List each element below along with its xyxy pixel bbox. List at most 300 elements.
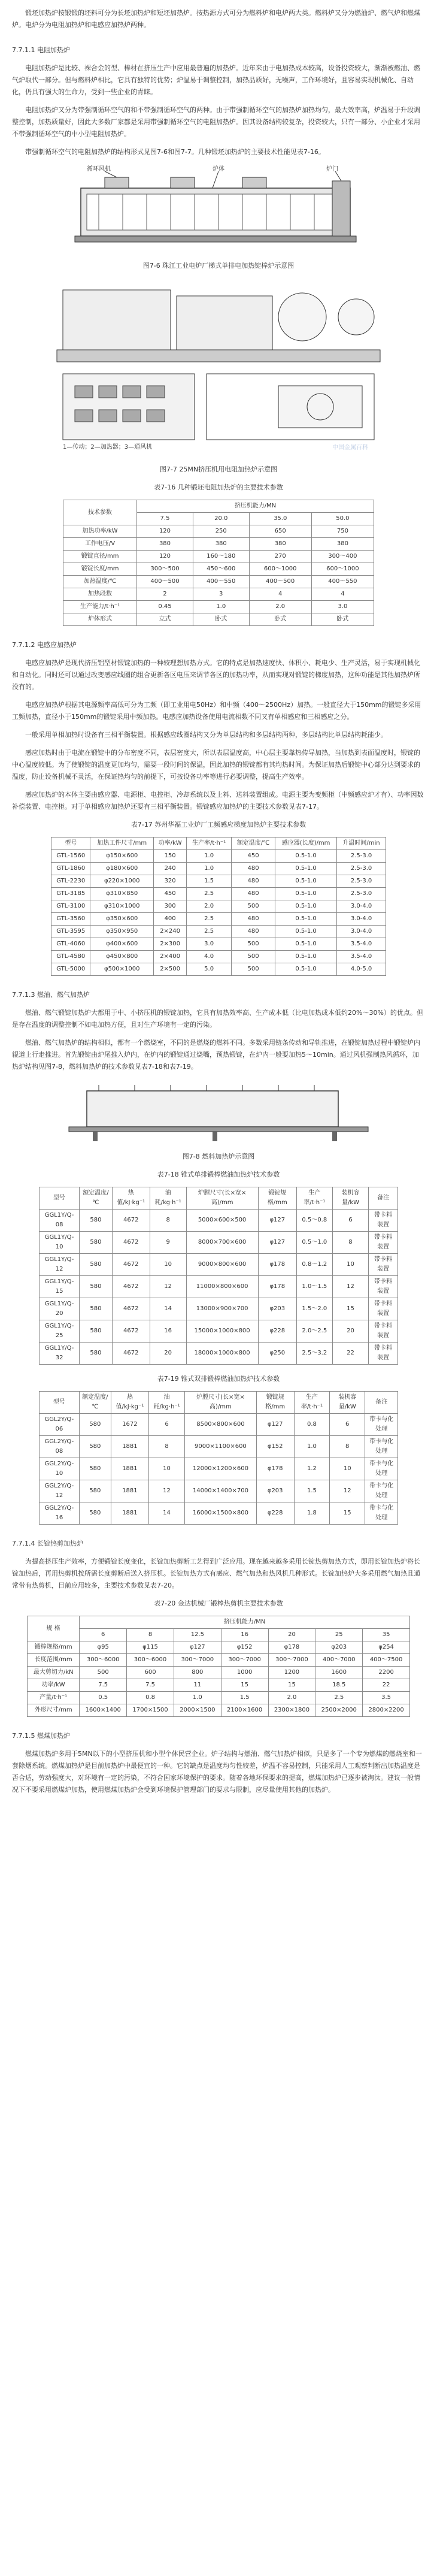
table-cell: 1000 bbox=[221, 1667, 268, 1679]
table-cell: 卧式 bbox=[249, 613, 311, 626]
table-cell: 带卡料装置 bbox=[369, 1298, 398, 1320]
t20-header-group: 挤压机能力/MN bbox=[80, 1616, 410, 1629]
table-cell: GGL1Y/Q-32 bbox=[40, 1343, 80, 1365]
table-cell: 0.8 bbox=[127, 1692, 174, 1704]
table-cell: φ203 bbox=[315, 1641, 363, 1654]
table-cell: 0.5-1.0 bbox=[275, 963, 337, 976]
table-cell: 9000×1100×600 bbox=[185, 1436, 256, 1458]
table-cell: 500 bbox=[80, 1667, 127, 1679]
table-cell: GGL1Y/Q-08 bbox=[40, 1210, 80, 1232]
table-cell: 4672 bbox=[112, 1298, 150, 1320]
table-cell: 1.2 bbox=[294, 1458, 329, 1480]
table-cell: 1.0 bbox=[187, 850, 232, 863]
table-cell: 3.5-4.0 bbox=[337, 951, 386, 963]
table-cell: 20 bbox=[332, 1320, 368, 1343]
t20-col: 16 bbox=[221, 1629, 268, 1641]
table-cell: 600 bbox=[127, 1667, 174, 1679]
table-cell: 3.0-4.0 bbox=[337, 926, 386, 938]
table-cell: 650 bbox=[249, 525, 311, 538]
table-cell: GGL2Y/Q-06 bbox=[40, 1414, 80, 1436]
section-heading-oil-gas: 7.7.1.3 燃油、燃气加热炉 bbox=[12, 991, 90, 999]
figure-7-7-caption: 图7-7 25MN挤压机用电阻加热炉示意图 bbox=[159, 465, 278, 473]
table-cell: 15 bbox=[221, 1679, 268, 1692]
coal-paragraph-1: 燃煤加热炉多用于5MN以下的小型挤压机和小型个体民营企业。炉子结构与燃油、燃气加热炉相似，只是多了一个专为燃煤的燃烧室和一套除烟系统。燃煤加热炉是目前加热炉中最便宜的一种。它的缺点是温度均匀性较差，炉温不容易控制，只能采用人工观察判断出加热温度是否合适，劳动强度大，对环境有一定的污染，不符合国家环境保护的要求。随着各地环保要求的提高，燃煤加热炉已逐步被淘汰。建议一般情况下不要采用燃煤炉加热，使用燃煤加热炉会受到环境保护管理部门的要求与限制，应尽量使用其他的加热炉。 bbox=[12, 1750, 422, 1794]
table-cell: 8 bbox=[148, 1436, 184, 1458]
table-cell: 5000×600×500 bbox=[186, 1210, 258, 1232]
table-cell: φ310×850 bbox=[90, 888, 154, 900]
table-cell: 300～500 bbox=[137, 563, 193, 576]
table-cell: 4672 bbox=[112, 1320, 150, 1343]
table-cell: φ310×1000 bbox=[90, 900, 154, 913]
table-cell: 4672 bbox=[112, 1343, 150, 1365]
table-cell: 带卡料装置 bbox=[369, 1343, 398, 1365]
table-cell: 2×400 bbox=[154, 951, 187, 963]
table-cell: 8 bbox=[332, 1232, 368, 1254]
table-cell: GTL-5000 bbox=[51, 963, 90, 976]
row-label: 锻锭直径/mm bbox=[63, 551, 137, 563]
t16-col: 50.0 bbox=[311, 513, 374, 525]
table-cell: 2.5 bbox=[315, 1692, 363, 1704]
table-row bbox=[28, 1654, 410, 1667]
table-cell: φ350×600 bbox=[90, 913, 154, 926]
table-header: 油耗/kg·h⁻¹ bbox=[148, 1392, 184, 1414]
table-cell: φ152 bbox=[221, 1641, 268, 1654]
table-cell: 1.8 bbox=[294, 1502, 329, 1525]
table-cell: 120 bbox=[137, 525, 193, 538]
table-cell: GGL2Y/Q-10 bbox=[40, 1458, 80, 1480]
table-cell: 2500×2000 bbox=[315, 1704, 363, 1717]
table-row bbox=[51, 938, 386, 951]
table-cell: GTL-1560 bbox=[51, 850, 90, 863]
table-cell: 8500×800×600 bbox=[185, 1414, 256, 1436]
table-cell: 1.5 bbox=[221, 1692, 268, 1704]
table-cell: GTL-3185 bbox=[51, 888, 90, 900]
furnace-diagram-7-7 bbox=[51, 278, 386, 452]
table-cell: 2.5-3.0 bbox=[337, 863, 386, 875]
figure-7-8-caption: 图7-8 燃料加热炉示意图 bbox=[182, 1153, 255, 1160]
table-header: 锻锭规格/mm bbox=[256, 1392, 294, 1414]
table-cell: 600～1000 bbox=[311, 563, 374, 576]
table-cell: 1672 bbox=[111, 1414, 149, 1436]
table-header: 型号 bbox=[51, 837, 90, 850]
induction-paragraph-5: 感应加热炉的本体主要由感应器、电源柜、电控柜、冷却系统以及上料、送料装置组成。电源主要为变频柜（中频感应炉才有）、功率因数补偿装置、电控柜。对于单相感应加热炉还要有三相平衡装置。锻锭感应加热炉的主要技术参数见表7-17。 bbox=[12, 791, 424, 811]
row-label: 加热段数 bbox=[63, 588, 137, 601]
table-header: 感应器(长度)/mm bbox=[275, 837, 337, 850]
table-cell: 4.0 bbox=[187, 951, 232, 963]
resistance-paragraph-2: 电阻加热炉又分为带强制循环空气的和不带强制循环空气的两种。由于带强制循环空气的加热炉加热均匀，最大效率高，炉温易于升段调整控制，加热质量好，因此大多数厂家都是采用带强制循环空气的电阻加热炉。因其设备结构较复杂，投资较大，只有一部分、小企业才采用不带强制循环空气的中小型电阻加热炉。 bbox=[12, 106, 420, 138]
row-label: 锻棒规格/mm bbox=[28, 1641, 80, 1654]
table-header: 油耗/kg·h⁻¹ bbox=[150, 1187, 186, 1210]
table-header: 炉膛尺寸(长×宽×高)/mm bbox=[185, 1392, 256, 1414]
table-cell: 3.0-4.0 bbox=[337, 913, 386, 926]
table-cell: 7.5 bbox=[127, 1679, 174, 1692]
table-cell: 卧式 bbox=[311, 613, 374, 626]
figure-7-6 bbox=[63, 164, 374, 254]
table-cell: 580 bbox=[79, 1414, 111, 1436]
table-cell: 380 bbox=[137, 538, 193, 551]
table-row bbox=[51, 888, 386, 900]
table-cell: 580 bbox=[79, 1480, 111, 1502]
table-cell: 300～7000 bbox=[221, 1654, 268, 1667]
table-cell: GGL2Y/Q-16 bbox=[40, 1502, 80, 1525]
table-cell: 480 bbox=[232, 875, 275, 888]
table-cell: 15 bbox=[330, 1502, 365, 1525]
table-cell: 2300×1800 bbox=[268, 1704, 315, 1717]
table-cell: φ450×800 bbox=[90, 951, 154, 963]
table-cell: φ178 bbox=[256, 1458, 294, 1480]
table-cell: 2.5-3.0 bbox=[337, 875, 386, 888]
table-cell: 500 bbox=[232, 963, 275, 976]
row-label: 产量/t·h⁻¹ bbox=[28, 1692, 80, 1704]
table-cell: 带卡料装置 bbox=[369, 1254, 398, 1276]
table-cell: 4 bbox=[311, 588, 374, 601]
table-row bbox=[63, 601, 374, 613]
furnace-diagram-7-6 bbox=[63, 164, 374, 254]
table-cell: 580 bbox=[79, 1502, 111, 1525]
table-cell: 3.0 bbox=[311, 601, 374, 613]
table-row bbox=[63, 538, 374, 551]
table-cell: 480 bbox=[232, 913, 275, 926]
table-row bbox=[40, 1502, 398, 1525]
table-cell: 0.8～1.2 bbox=[296, 1254, 332, 1276]
table-cell: 9 bbox=[150, 1232, 186, 1254]
table-cell: 1.5 bbox=[187, 875, 232, 888]
table-cell: 160～180 bbox=[193, 551, 249, 563]
table-cell: 1881 bbox=[111, 1502, 149, 1525]
table-cell: φ254 bbox=[363, 1641, 410, 1654]
table-cell: 13000×900×700 bbox=[186, 1298, 258, 1320]
table-row bbox=[28, 1641, 410, 1654]
t20-col: 35 bbox=[363, 1629, 410, 1641]
t16-col: 20.0 bbox=[193, 513, 249, 525]
table-header: 热值/kJ·kg⁻¹ bbox=[111, 1392, 149, 1414]
table-cell: φ500×1000 bbox=[90, 963, 154, 976]
table-cell: 480 bbox=[232, 888, 275, 900]
table-row bbox=[28, 1679, 410, 1692]
table-cell: 580 bbox=[80, 1298, 113, 1320]
table-cell: 580 bbox=[79, 1436, 111, 1458]
table-row bbox=[63, 588, 374, 601]
label-furnace-body: 炉体 bbox=[213, 166, 224, 173]
figure-7-6-caption: 图7-6 珠江工业电炉厂梯式单排电加热锭棒炉示意图 bbox=[142, 262, 295, 270]
table-cell: 0.5-1.0 bbox=[275, 913, 337, 926]
table-cell: 20 bbox=[150, 1343, 186, 1365]
table-cell: 450～600 bbox=[193, 563, 249, 576]
row-label: 加热功率/kW bbox=[63, 525, 137, 538]
table-cell: 0.5-1.0 bbox=[275, 951, 337, 963]
table-7-18-title: 表7-18 锥式单排锻棒燃油加热炉技术参数 bbox=[157, 1171, 280, 1178]
table-7-20-title: 表7-20 金达机械厂锻棒热剪机主要技术参数 bbox=[154, 1600, 283, 1607]
table-cell: 2.0 bbox=[249, 601, 311, 613]
table-row bbox=[40, 1232, 398, 1254]
table-cell: 2 bbox=[137, 588, 193, 601]
table-7-20 bbox=[27, 1616, 410, 1717]
watermark-text: 中国金属百科 bbox=[332, 445, 368, 451]
table-cell: 580 bbox=[80, 1276, 113, 1298]
table-cell: 580 bbox=[80, 1343, 113, 1365]
row-label: 最大剪切力/kN bbox=[28, 1667, 80, 1679]
table-cell: 450 bbox=[154, 888, 187, 900]
table-cell: 0.5-1.0 bbox=[275, 900, 337, 913]
table-row bbox=[51, 875, 386, 888]
table-row bbox=[63, 576, 374, 588]
table-header: 生产率/t·h⁻¹ bbox=[296, 1187, 332, 1210]
table-cell: 380 bbox=[311, 538, 374, 551]
table-cell: 11000×800×600 bbox=[186, 1276, 258, 1298]
table-cell: 380 bbox=[249, 538, 311, 551]
table-cell: 15000×1000×800 bbox=[186, 1320, 258, 1343]
t20-col: 12.5 bbox=[174, 1629, 221, 1641]
table-cell: GGL2Y/Q-08 bbox=[40, 1436, 80, 1458]
table-header: 额定温度/℃ bbox=[79, 1392, 111, 1414]
furnace-diagram-7-8 bbox=[63, 1079, 374, 1145]
row-label: 炉体形式 bbox=[63, 613, 137, 626]
table-row bbox=[63, 613, 374, 626]
table-header: 装机容量/kW bbox=[330, 1392, 365, 1414]
table-row bbox=[63, 525, 374, 538]
table-header: 备注 bbox=[369, 1187, 398, 1210]
table-cell: 380 bbox=[193, 538, 249, 551]
table-cell: 14 bbox=[148, 1502, 184, 1525]
table-cell: 300～7000 bbox=[174, 1654, 221, 1667]
table-cell: 带卡与化处理 bbox=[365, 1436, 398, 1458]
table-cell: φ220×1000 bbox=[90, 875, 154, 888]
table-cell: 2.5-3.0 bbox=[337, 888, 386, 900]
table-cell: 3.0-4.0 bbox=[337, 900, 386, 913]
table-cell: 2.5 bbox=[187, 913, 232, 926]
table-row bbox=[63, 551, 374, 563]
row-label: 生产能力/t·h⁻¹ bbox=[63, 601, 137, 613]
table-cell: 500 bbox=[232, 951, 275, 963]
table-cell: 10 bbox=[330, 1458, 365, 1480]
row-label: 功率/kW bbox=[28, 1679, 80, 1692]
table-cell: 0.5-1.0 bbox=[275, 875, 337, 888]
table-cell: 1.0 bbox=[187, 863, 232, 875]
table-cell: GTL-3100 bbox=[51, 900, 90, 913]
table-cell: 1.0～1.5 bbox=[296, 1276, 332, 1298]
figure-7-7-legend: 1—传动；2—加热器；3—通风机 bbox=[63, 444, 153, 451]
table-cell: 3 bbox=[193, 588, 249, 601]
table-cell: 150 bbox=[154, 850, 187, 863]
section-heading-resistance: 7.7.1.1 电阻加热炉 bbox=[12, 46, 70, 54]
t16-header-group: 挤压机能力/MN bbox=[137, 500, 374, 513]
table-cell: 2×300 bbox=[154, 938, 187, 951]
table-cell: 0.5-1.0 bbox=[275, 938, 337, 951]
table-cell: 3.5 bbox=[363, 1692, 410, 1704]
table-cell: 4.0-5.0 bbox=[337, 963, 386, 976]
table-cell: 1.0 bbox=[294, 1436, 329, 1458]
table-cell: 2000×1500 bbox=[174, 1704, 221, 1717]
table-cell: 4672 bbox=[112, 1254, 150, 1276]
table-cell: 400～7500 bbox=[363, 1654, 410, 1667]
table-cell: 0.5 bbox=[80, 1692, 127, 1704]
table-cell: φ250 bbox=[258, 1343, 296, 1365]
table-row bbox=[40, 1480, 398, 1502]
table-cell: GGL1Y/Q-10 bbox=[40, 1232, 80, 1254]
table-cell: 14 bbox=[150, 1298, 186, 1320]
table-cell: 1.0 bbox=[193, 601, 249, 613]
table-header: 升温时间/min bbox=[337, 837, 386, 850]
table-cell: φ178 bbox=[268, 1641, 315, 1654]
label-circulation-fan: 循环风机 bbox=[87, 166, 111, 173]
table-header: 热值/kJ·kg⁻¹ bbox=[112, 1187, 150, 1210]
induction-paragraph-3: 一般采用单相加热时设备有三相平衡装置。根据感应线圈结构又分为单层结构和多层结构两种，多层结构比单层结构耗能少。 bbox=[25, 731, 387, 739]
table-cell: 6 bbox=[332, 1210, 368, 1232]
table-cell: φ203 bbox=[256, 1480, 294, 1502]
table-cell: 12 bbox=[150, 1276, 186, 1298]
t20-col: 20 bbox=[268, 1629, 315, 1641]
table-header: 锻锭规格/mm bbox=[258, 1187, 296, 1210]
table-cell: 带卡与化处理 bbox=[365, 1458, 398, 1480]
table-cell: 1200 bbox=[268, 1667, 315, 1679]
table-cell: 16 bbox=[150, 1320, 186, 1343]
table-cell: 580 bbox=[80, 1210, 113, 1232]
table-row bbox=[40, 1276, 398, 1298]
table-cell: 1881 bbox=[111, 1436, 149, 1458]
table-row bbox=[40, 1210, 398, 1232]
table-7-18 bbox=[39, 1187, 398, 1365]
row-label: 长度范围/mm bbox=[28, 1654, 80, 1667]
table-cell: φ127 bbox=[258, 1232, 296, 1254]
table-cell: GGL1Y/Q-25 bbox=[40, 1320, 80, 1343]
table-cell: GTL-2230 bbox=[51, 875, 90, 888]
table-cell: 4672 bbox=[112, 1276, 150, 1298]
table-cell: GTL-1860 bbox=[51, 863, 90, 875]
table-header: 额定温度/℃ bbox=[80, 1187, 113, 1210]
table-cell: GTL-4580 bbox=[51, 951, 90, 963]
figure-7-8 bbox=[63, 1079, 374, 1145]
table-header: 装机容量/kW bbox=[332, 1187, 368, 1210]
table-7-17-title: 表7-17 苏州华福工业炉厂工频感应梯度加热炉主要技术参数 bbox=[131, 821, 306, 829]
table-cell: 8 bbox=[150, 1210, 186, 1232]
table-cell: 3.5-4.0 bbox=[337, 938, 386, 951]
table-cell: 4672 bbox=[112, 1210, 150, 1232]
table-cell: 2×500 bbox=[154, 963, 187, 976]
table-cell: 12 bbox=[330, 1480, 365, 1502]
table-cell: 300～7000 bbox=[268, 1654, 315, 1667]
table-cell: φ228 bbox=[258, 1320, 296, 1343]
table-header: 生产率/t·h⁻¹ bbox=[294, 1392, 329, 1414]
table-7-16-title: 表7-16 几种锻坯电阻加热炉的主要技术参数 bbox=[154, 483, 283, 491]
table-cell: 4 bbox=[249, 588, 311, 601]
table-cell: 带卡料装置 bbox=[369, 1276, 398, 1298]
table-cell: 2100×1600 bbox=[221, 1704, 268, 1717]
table-7-16 bbox=[63, 500, 374, 626]
table-cell: φ180×600 bbox=[90, 863, 154, 875]
table-cell: GTL-3595 bbox=[51, 926, 90, 938]
table-header: 炉膛尺寸(长×宽×高)/mm bbox=[186, 1187, 258, 1210]
table-cell: 6 bbox=[330, 1414, 365, 1436]
t16-col: 35.0 bbox=[249, 513, 311, 525]
table-cell: 8000×700×600 bbox=[186, 1232, 258, 1254]
table-row bbox=[28, 1704, 410, 1717]
table-cell: 卧式 bbox=[193, 613, 249, 626]
row-label: 外形尺寸/mm bbox=[28, 1704, 80, 1717]
table-cell: 480 bbox=[232, 863, 275, 875]
table-cell: 带卡与化处理 bbox=[365, 1414, 398, 1436]
section-heading-long-billet: 7.7.1.4 长锭热剪加热炉 bbox=[12, 1540, 83, 1547]
t20-header-spec: 规 格 bbox=[28, 1616, 80, 1641]
table-cell: φ178 bbox=[258, 1276, 296, 1298]
table-cell: 22 bbox=[363, 1679, 410, 1692]
oil-gas-paragraph-1: 燃油、燃气锻锭加热炉大都用于中、小挤压机的锻锭加热，它具有加热效率高、生产成本低（比电加热成本低约20%～30%）的优点。但是存在温度的调整控制不如电加热方便，且对生产环境有一定的污染。 bbox=[12, 1009, 423, 1029]
table-cell: 0.5-1.0 bbox=[275, 888, 337, 900]
table-row bbox=[40, 1320, 398, 1343]
table-cell: 9000×800×600 bbox=[186, 1254, 258, 1276]
table-cell: GGL2Y/Q-12 bbox=[40, 1480, 80, 1502]
table-cell: 10 bbox=[332, 1254, 368, 1276]
table-cell: 580 bbox=[80, 1232, 113, 1254]
table-header: 额定温度/℃ bbox=[232, 837, 275, 850]
table-cell: 3.0 bbox=[187, 938, 232, 951]
table-cell: 2.0～2.5 bbox=[296, 1320, 332, 1343]
table-cell: 400 bbox=[154, 913, 187, 926]
table-cell: 8 bbox=[330, 1436, 365, 1458]
table-cell: 14000×1400×700 bbox=[185, 1480, 256, 1502]
table-header: 型号 bbox=[40, 1187, 80, 1210]
table-cell: 带卡料装置 bbox=[369, 1232, 398, 1254]
table-7-17 bbox=[51, 837, 386, 976]
table-cell: 16000×1500×800 bbox=[185, 1502, 256, 1525]
label-furnace-door: 炉门 bbox=[326, 166, 338, 173]
table-cell: 1700×1500 bbox=[127, 1704, 174, 1717]
table-cell: 22 bbox=[332, 1343, 368, 1365]
table-cell: GGL1Y/Q-15 bbox=[40, 1276, 80, 1298]
table-cell: φ228 bbox=[256, 1502, 294, 1525]
table-row bbox=[40, 1343, 398, 1365]
table-cell: 带卡料装置 bbox=[369, 1320, 398, 1343]
table-cell: 1.5～2.0 bbox=[296, 1298, 332, 1320]
table-cell: φ115 bbox=[127, 1641, 174, 1654]
table-cell: GTL-4060 bbox=[51, 938, 90, 951]
table-row bbox=[40, 1414, 398, 1436]
table-row bbox=[51, 913, 386, 926]
table-cell: 2.0 bbox=[187, 900, 232, 913]
induction-paragraph-2: 电感应加热炉根据其电源频率高低可分为工频（即工业用电50Hz）和中频（400～2500Hz）加热。一般直径大于150mm的锻锭多采用工频加热，直径小于150mm的锻锭采用中频加热。电感应加热设备使用电流相数不同又有单相感应和三相感应之分。 bbox=[12, 701, 421, 721]
table-cell: 1881 bbox=[111, 1458, 149, 1480]
table-row bbox=[28, 1667, 410, 1679]
oil-gas-paragraph-2: 燃油、燃气加热炉的结构相似，都有一个燃烧室，不同的是燃烧的燃料不同。多数采用链条传动和导轨推进，在锻锭加热过程中锻锭炉内辊道上行走推进。首先锻锭由炉尾推入炉内，在炉内的锻锭通过烧嘴，预热锻锭，在炉内一般要加热5～10min。通过风机强制热风循环，加热炉结构见图7-8，燃料加热炉的技术参数见表7-18和表7-19。 bbox=[12, 1039, 420, 1071]
table-cell: φ127 bbox=[256, 1414, 294, 1436]
long-billet-paragraph-1: 为提高挤压生产效率，方便锻锭长度变化，长锭加热剪断工艺得到广泛应用。现在越来越多采用长锭热剪加热方式，即用长锭加热炉将长锭加热后，再用热剪机按所需长度剪断后送入挤压机。长锭加热方式有感应、燃气加热和热风机几种形式。长锭加热炉大多采用燃气加热且通常带有热剪机，目前应用较多，主要技术参数见表7-20。 bbox=[12, 1558, 420, 1589]
table-cell: 400～7000 bbox=[315, 1654, 363, 1667]
table-cell: 10 bbox=[148, 1458, 184, 1480]
table-cell: 300～6000 bbox=[80, 1654, 127, 1667]
table-cell: φ400×600 bbox=[90, 938, 154, 951]
table-cell: 4672 bbox=[112, 1232, 150, 1254]
table-row bbox=[40, 1254, 398, 1276]
table-row bbox=[51, 850, 386, 863]
induction-paragraph-4: 感应加热时由于电流在锻锭中的分布密度不同，表层密度大，所以表层温度高，中心层主要靠热传导加热，当加热到表面温度时，锻锭的中心温度较低。为了使锻锭的温度更加均匀，需要一段时间的保温，因此加热的锻锭都有其均热时间。为保证加热后锻锭中心部分达到要求的温度，防止设备机械不灵活，在保证热均匀的前提下，可按设备功率等进行必要调整，提高生产效率。 bbox=[12, 749, 420, 781]
section-heading-induction: 7.7.1.2 电感应加热炉 bbox=[12, 641, 77, 649]
table-cell: 120 bbox=[137, 551, 193, 563]
table-row bbox=[51, 951, 386, 963]
table-cell: 270 bbox=[249, 551, 311, 563]
table-cell: 480 bbox=[232, 926, 275, 938]
table-row bbox=[51, 900, 386, 913]
table-header: 型号 bbox=[40, 1392, 80, 1414]
table-row bbox=[40, 1436, 398, 1458]
table-7-19 bbox=[39, 1391, 398, 1525]
table-cell: 450 bbox=[232, 850, 275, 863]
table-cell: 250 bbox=[193, 525, 249, 538]
table-cell: 0.5～0.8 bbox=[296, 1210, 332, 1232]
table-cell: 0.5-1.0 bbox=[275, 863, 337, 875]
table-cell: 0.8 bbox=[294, 1414, 329, 1436]
table-cell: φ203 bbox=[258, 1298, 296, 1320]
table-cell: 7.5 bbox=[80, 1679, 127, 1692]
table-cell: φ127 bbox=[258, 1210, 296, 1232]
